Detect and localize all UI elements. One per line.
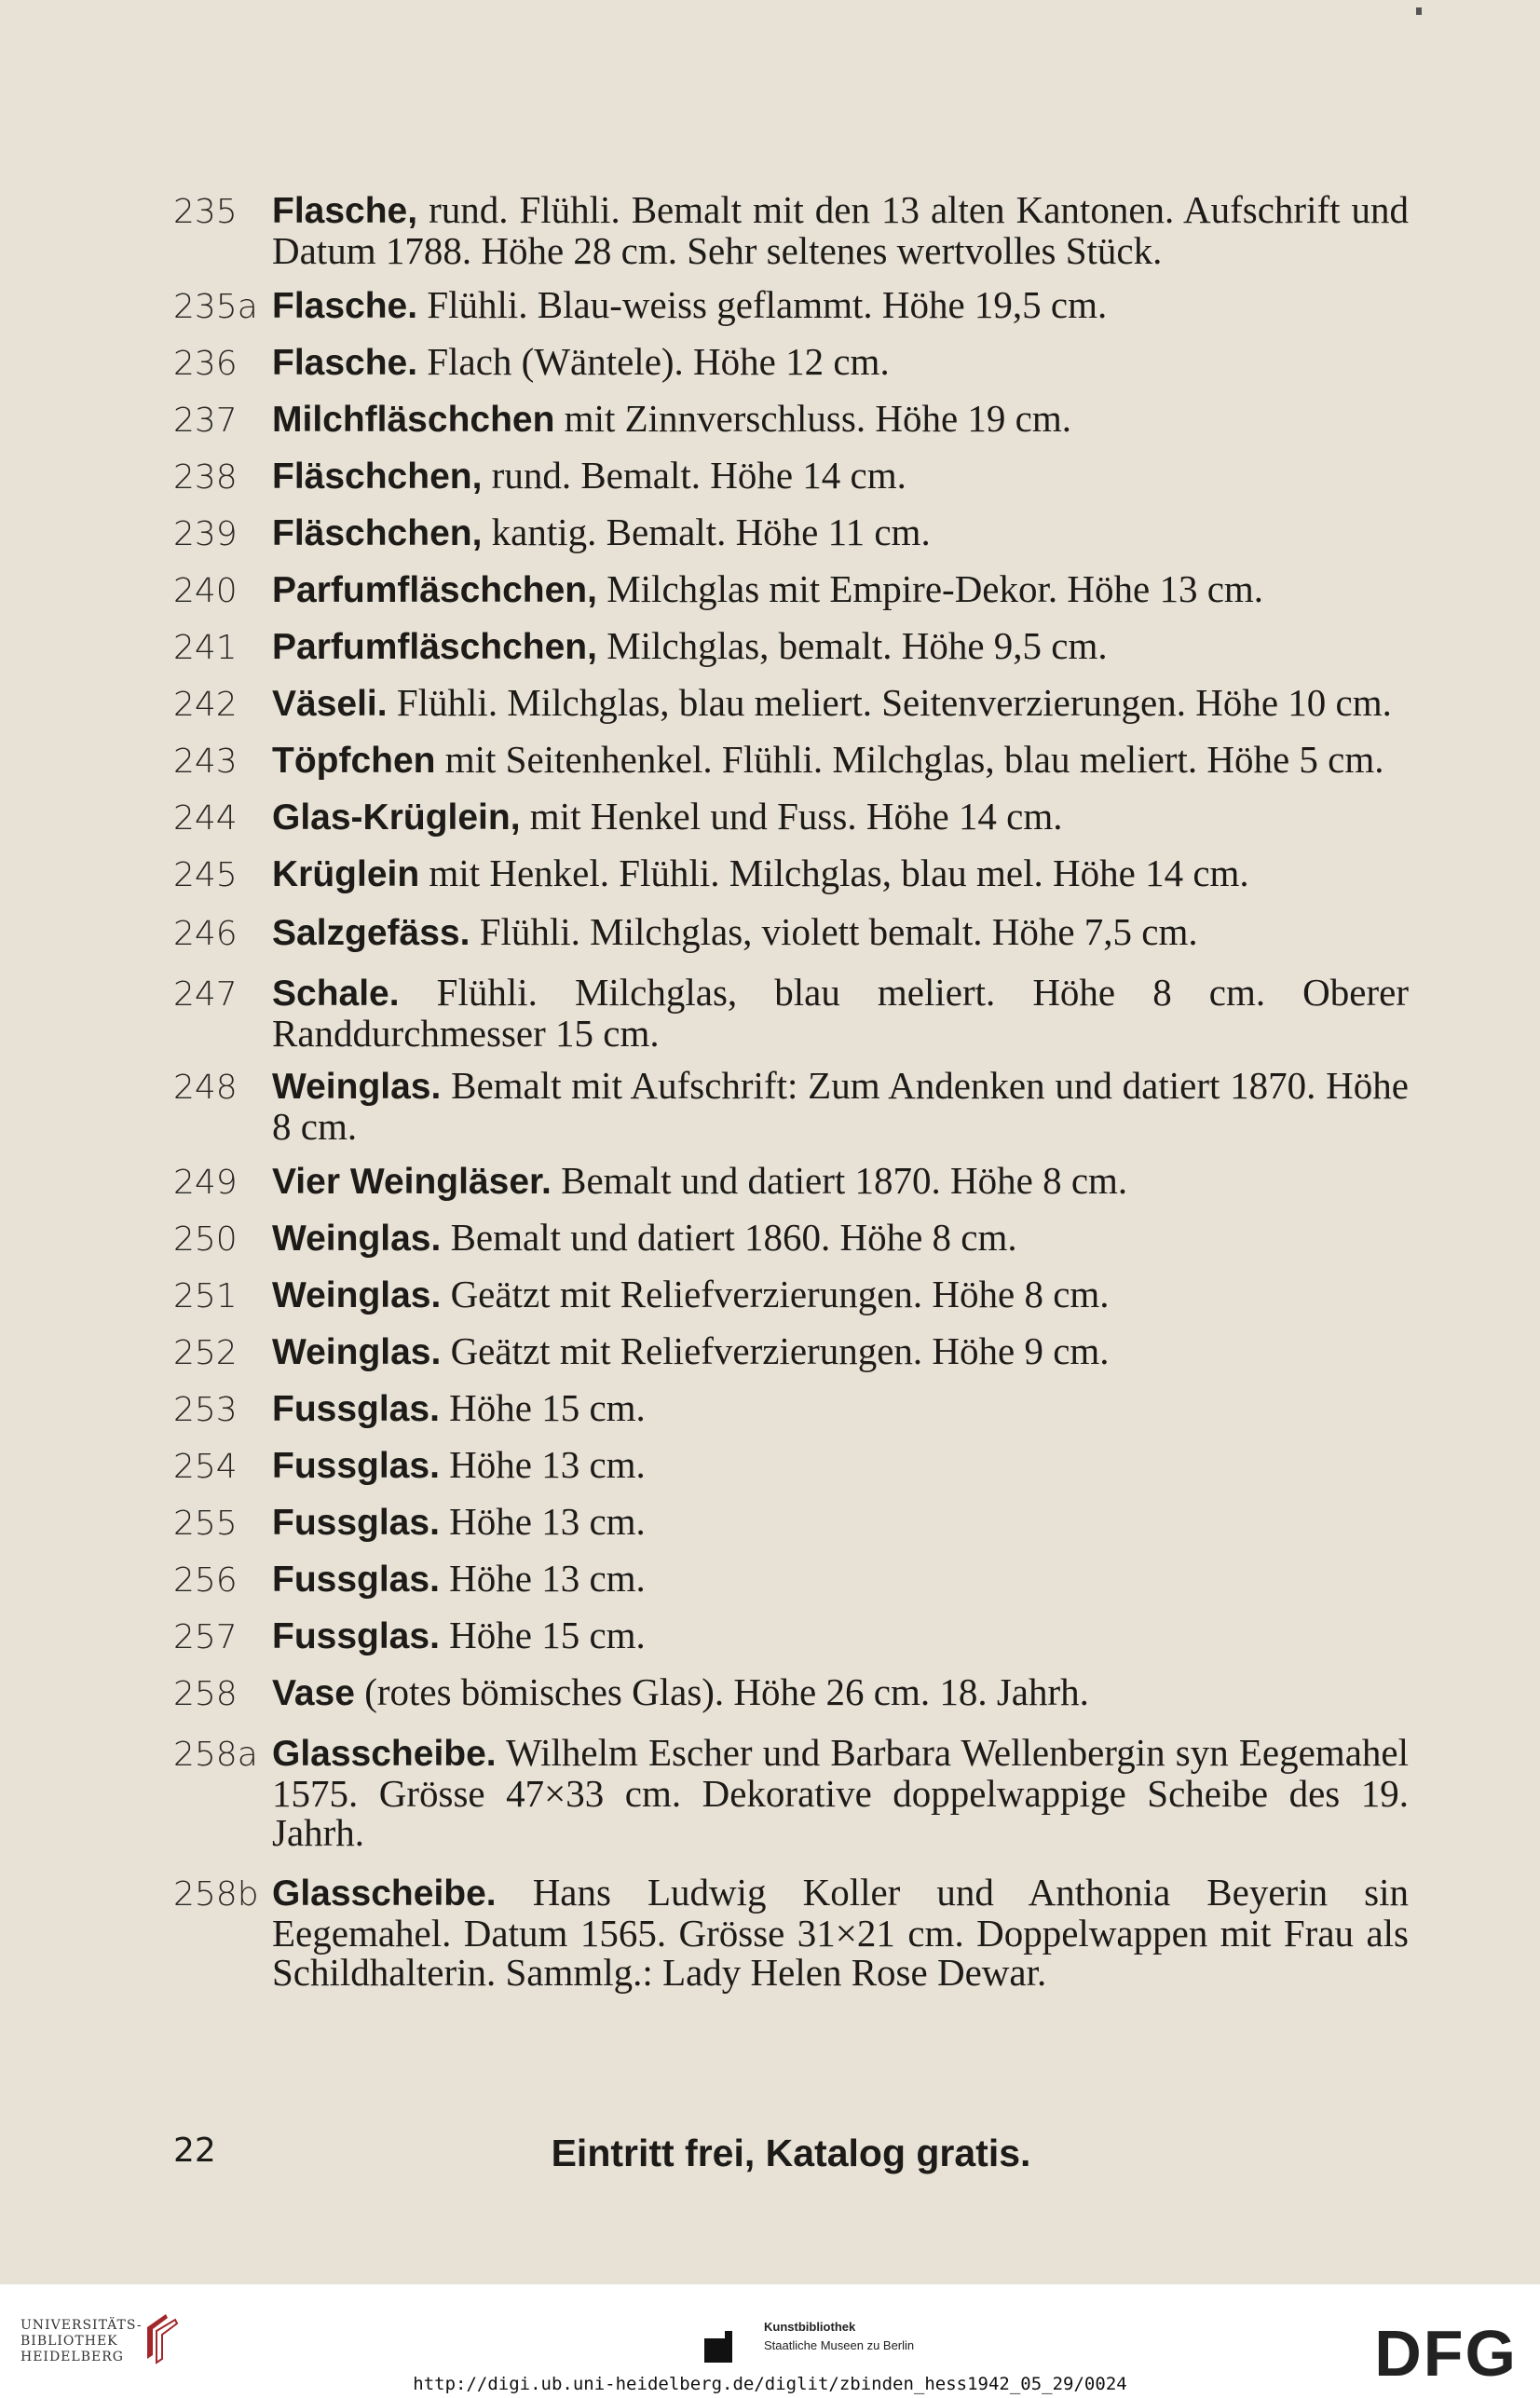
entry-description — [272, 1445, 1409, 1487]
entry-text: Höhe 13 cm. — [439, 1557, 646, 1600]
entry-title: Glasscheibe. — [272, 1873, 497, 1914]
entry-title: Weinglas. — [272, 1067, 442, 1107]
entry-text: Höhe 15 cm. — [439, 1386, 646, 1429]
entry-title: Parfumfläschchen, — [272, 627, 597, 667]
catalog-entry — [173, 1274, 1409, 1316]
entry-title: Fussglas. — [272, 1446, 440, 1486]
catalog-entry — [173, 1559, 1409, 1601]
entry-description — [272, 1161, 1409, 1203]
entry-text: Höhe 13 cm. — [439, 1443, 646, 1486]
entry-number: 235a — [173, 288, 258, 326]
entry-number: 241 — [173, 629, 238, 667]
source-url[interactable]: http://digi.ub.uni-heidelberg.de/diglit/zbinden_hess1942_05_29/0024 — [413, 2374, 1127, 2394]
entry-number: 256 — [173, 1561, 238, 1600]
entry-title: Väseli. — [272, 684, 388, 724]
catalog-entry — [173, 973, 1409, 1053]
entry-description — [272, 797, 1409, 838]
entry-number: 254 — [173, 1448, 238, 1486]
entry-text: Geätzt mit Reliefverzierungen. Höhe 9 cm. — [441, 1329, 1110, 1372]
entry-title: Parfumfläschchen, — [272, 570, 597, 610]
entry-text: (rotes bömisches Glas). Höhe 26 cm. 18. Jahrh. — [354, 1670, 1089, 1713]
entry-number: 245 — [173, 856, 238, 894]
entry-text: Milchglas mit Empire-Dekor. Höhe 13 cm. — [596, 567, 1264, 610]
entry-description — [272, 1502, 1409, 1544]
catalog-entry — [173, 190, 1409, 270]
library-emblem-icon — [140, 2309, 186, 2364]
entry-text: Flach (Wäntele). Höhe 12 cm. — [417, 340, 890, 383]
entry-title: Weinglas. — [272, 1275, 442, 1315]
footer-slogan: Eintritt frei, Katalog gratis. — [551, 2132, 1031, 2174]
catalog-entry — [173, 1445, 1409, 1487]
entry-description — [272, 683, 1409, 725]
entry-description — [272, 1274, 1409, 1316]
entry-text: Bemalt und datiert 1870. Höhe 8 cm. — [551, 1159, 1128, 1202]
entry-title: Krüglein — [272, 854, 420, 894]
library-logo-line: HEIDELBERG — [20, 2350, 124, 2364]
catalog-entry — [173, 285, 1409, 327]
entry-title: Töpfchen — [272, 741, 436, 781]
entry-number: 258 — [173, 1675, 238, 1713]
catalog-entry — [173, 1733, 1409, 1852]
entry-text: Milchglas, bemalt. Höhe 9,5 cm. — [596, 624, 1108, 667]
kunstbibliothek-name: Kunstbibliothek — [764, 2320, 856, 2334]
entry-title: Fläschchen, — [272, 456, 483, 497]
entry-description — [272, 1873, 1409, 1992]
entry-title: Fläschchen, — [272, 513, 483, 553]
entry-title: Glas-Krüglein, — [272, 797, 521, 838]
page-number: 22 — [173, 2132, 216, 2170]
entry-number: 243 — [173, 743, 238, 781]
entry-description — [272, 1218, 1409, 1260]
catalog-entry — [173, 1161, 1409, 1203]
digitization-bar — [0, 2284, 1540, 2398]
entry-title: Salzgefäss. — [272, 913, 470, 953]
entry-description — [272, 569, 1409, 611]
entry-number: 258b — [173, 1875, 259, 1914]
catalog-entry — [173, 512, 1409, 554]
entry-title: Fussglas. — [272, 1503, 440, 1543]
entry-text: Flühli. Blau-weiss geflammt. Höhe 19,5 cm. — [417, 283, 1108, 326]
entry-title: Milchfläschchen — [272, 400, 555, 440]
entry-text: Flühli. Milchglas, violett bemalt. Höhe 7,5 cm. — [470, 910, 1198, 953]
entry-text: Flühli. Milchglas, blau meliert. Seitenverzierungen. Höhe 10 cm. — [387, 681, 1392, 724]
staatliche-museen-name: Staatliche Museen zu Berlin — [764, 2338, 915, 2352]
entry-number: 247 — [173, 975, 238, 1014]
catalog-entry — [173, 1388, 1409, 1430]
entry-title: Fussglas. — [272, 1389, 440, 1429]
entry-text: mit Henkel. Flühli. Milchglas, blau mel. Höhe 14 cm. — [419, 852, 1249, 894]
catalog-entry — [173, 1672, 1409, 1714]
kunstbibliothek-mark-icon — [704, 2331, 732, 2363]
entry-text: Geätzt mit Reliefverzierungen. Höhe 8 cm. — [441, 1273, 1110, 1315]
entry-title: Weinglas. — [272, 1219, 442, 1259]
entry-description — [272, 973, 1409, 1053]
entry-number: 252 — [173, 1334, 238, 1372]
catalog-entry — [173, 1218, 1409, 1260]
entry-title: Glasscheibe. — [272, 1734, 497, 1774]
catalog-entry — [173, 399, 1409, 441]
entry-number: 238 — [173, 458, 238, 497]
entry-description — [272, 1615, 1409, 1657]
entry-text: Bemalt und datiert 1860. Höhe 8 cm. — [441, 1216, 1017, 1259]
entry-description — [272, 1672, 1409, 1714]
entry-text: rund. Bemalt. Höhe 14 cm. — [482, 454, 906, 497]
entry-title: Schale. — [272, 974, 400, 1014]
entry-text: mit Zinnverschluss. Höhe 19 cm. — [554, 397, 1071, 440]
entry-description — [272, 1733, 1409, 1852]
entry-title: Flasche. — [272, 286, 418, 326]
entry-text: mit Seitenhenkel. Flühli. Milchglas, blau meliert. Höhe 5 cm. — [435, 738, 1384, 781]
entry-text: rund. Flühli. Bemalt mit den 13 alten Kantonen. Aufschrift und Datum 1788. Höhe 28 cm. Sehr seltenes wertvolles Stück. — [272, 188, 1409, 272]
entry-number: 251 — [173, 1277, 238, 1315]
catalog-entry — [173, 797, 1409, 838]
entry-number: 240 — [173, 572, 238, 610]
entry-description — [272, 512, 1409, 554]
entry-text: Hans Ludwig Koller und Anthonia Beyerin sin Eegemahel. Datum 1565. Grösse 31×21 cm. Doppelwappen mit Frau als Schildhalterin. Sammlg.: Lady Helen Rose Dewar. — [272, 1871, 1409, 1994]
entry-description — [272, 399, 1409, 441]
entry-description — [272, 342, 1409, 384]
catalog-entry — [173, 456, 1409, 497]
catalog-entry — [173, 626, 1409, 668]
catalog-entry — [173, 342, 1409, 384]
entry-number: 237 — [173, 402, 238, 440]
entry-description — [272, 190, 1409, 270]
entry-title: Fussglas. — [272, 1616, 440, 1656]
catalog-entries — [173, 175, 1409, 1992]
entry-title: Weinglas. — [272, 1332, 442, 1372]
entry-number: 249 — [173, 1164, 238, 1202]
entry-number: 248 — [173, 1069, 238, 1107]
entry-title: Vier Weingläser. — [272, 1162, 552, 1202]
entry-description — [272, 1559, 1409, 1601]
entry-text: Höhe 15 cm. — [439, 1614, 646, 1656]
entry-title: Vase — [272, 1673, 355, 1713]
entry-text: Bemalt mit Aufschrift: Zum Andenken und datiert 1870. Höhe 8 cm. — [272, 1064, 1409, 1148]
entry-text: Wilhelm Escher und Barbara Wellenbergin syn Eegemahel 1575. Grösse 47×33 cm. Dekorative doppelwappige Scheibe des 19. Jahrh. — [272, 1731, 1409, 1854]
catalog-entry — [173, 1502, 1409, 1544]
dfg-logo[interactable]: DFG — [1374, 2317, 1518, 2390]
entry-text: mit Henkel und Fuss. Höhe 14 cm. — [520, 795, 1063, 838]
page-footer — [173, 2132, 1409, 2178]
entry-number: 258a — [173, 1736, 258, 1774]
entry-description — [272, 912, 1409, 954]
library-logo-line: UNIVERSITÄTS- — [20, 2318, 143, 2333]
entry-description — [272, 285, 1409, 327]
entry-number: 250 — [173, 1220, 238, 1259]
entry-description — [272, 1066, 1409, 1146]
entry-number: 239 — [173, 515, 238, 553]
entry-number: 257 — [173, 1618, 238, 1656]
catalog-entry — [173, 1873, 1409, 1992]
catalog-entry — [173, 1331, 1409, 1373]
entry-title: Flasche. — [272, 343, 418, 383]
entry-text: Höhe 13 cm. — [439, 1500, 646, 1543]
entry-number: 253 — [173, 1391, 238, 1429]
entry-number: 242 — [173, 686, 238, 724]
entry-text: kantig. Bemalt. Höhe 11 cm. — [482, 511, 931, 553]
entry-description — [272, 456, 1409, 497]
library-logo-line: BIBLIOTHEK — [20, 2334, 118, 2349]
entry-title: Flasche, — [272, 191, 418, 231]
entry-description — [272, 853, 1409, 895]
entry-description — [272, 740, 1409, 782]
catalog-entry — [173, 740, 1409, 782]
entry-number: 255 — [173, 1505, 238, 1543]
entry-title: Fussglas. — [272, 1560, 440, 1600]
scan-speck — [1416, 7, 1422, 15]
catalog-entry — [173, 683, 1409, 725]
catalog-entry — [173, 853, 1409, 895]
entry-description — [272, 1331, 1409, 1373]
entry-number: 235 — [173, 193, 238, 231]
catalog-entry — [173, 912, 1409, 954]
heidelberg-library-logo[interactable] — [20, 2318, 143, 2365]
entry-description — [272, 1388, 1409, 1430]
entry-description — [272, 626, 1409, 668]
entry-number: 246 — [173, 915, 238, 953]
entry-number: 244 — [173, 799, 238, 838]
catalog-entry — [173, 1615, 1409, 1657]
entry-number: 236 — [173, 345, 238, 383]
catalog-entry — [173, 1066, 1409, 1146]
entry-text: Flühli. Milchglas, blau meliert. Höhe 8 cm. Oberer Randdurchmesser 15 cm. — [272, 971, 1409, 1055]
catalog-entry — [173, 569, 1409, 611]
